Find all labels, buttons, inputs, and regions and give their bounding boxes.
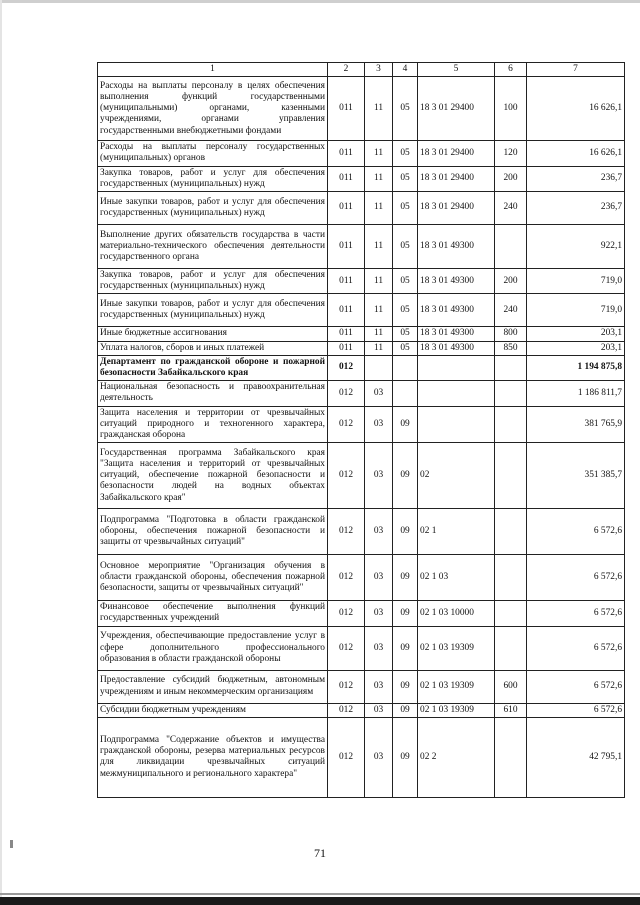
row-code-subsection: 05 [393,327,418,341]
row-code-subsection: 09 [393,601,418,626]
row-amount: 719,0 [527,269,625,294]
row-code-target: 18 3 01 49300 [418,269,495,294]
row-name: Иные закупки товаров, работ и услуг для обеспечения государственных (муниципальных) нужд [98,294,328,327]
row-code-expense-type [495,225,527,269]
table-row [98,443,625,509]
row-amount: 16 626,1 [527,77,625,141]
row-amount: 1 194 875,8 [527,355,625,380]
scan-left-edge [0,0,2,905]
row-code-subsection: 09 [393,443,418,509]
row-code-target: 18 3 01 29400 [418,77,495,141]
scan-top-edge [0,0,640,3]
row-name: Государственная программа Забайкальского края "Защита населения и территорий от чрезвычайных ситуаций, обеспечение пожарной безопасности и безопасности людей на водных объектах Забайкальского края" [98,443,328,509]
row-code-target: 02 [418,443,495,509]
table-row [98,406,625,443]
row-code-section: 03 [365,443,393,509]
row-code-target: 18 3 01 29400 [418,192,495,225]
row-name: Подпрограмма "Содержание объектов и имущества гражданской обороны, резерва материальных ресурсов для ликвидации чрезвычайных ситуаций межмуниципального и регионального характера" [98,717,328,797]
row-code-admin: 012 [328,601,365,626]
row-code-expense-type [495,717,527,797]
row-code-admin: 012 [328,509,365,555]
row-name: Иные закупки товаров, работ и услуг для обеспечения государственных (муниципальных) нужд [98,192,328,225]
scan-bottom-edge [0,897,640,905]
row-code-admin: 011 [328,166,365,191]
row-name: Расходы на выплаты персоналу в целях обеспечения выполнения функций государственными (муниципальными) органами, казенными учреждениями, органами управления государственными внебюджетными фондами [98,77,328,141]
row-code-subsection: 05 [393,225,418,269]
row-amount: 16 626,1 [527,141,625,166]
row-code-subsection: 05 [393,141,418,166]
row-name: Закупка товаров, работ и услуг для обеспечения государственных (муниципальных) нужд [98,269,328,294]
row-code-subsection: 05 [393,77,418,141]
row-code-expense-type: 610 [495,703,527,717]
table-header-row [98,63,625,77]
row-code-section: 03 [365,555,393,601]
scan-bottom-line [0,893,640,895]
row-amount: 236,7 [527,192,625,225]
header-col-5: 5 [418,63,495,77]
row-code-expense-type: 200 [495,166,527,191]
scan-mark [10,840,13,848]
row-code-subsection: 05 [393,166,418,191]
row-code-target: 02 1 03 19309 [418,626,495,670]
row-code-target [418,381,495,406]
table-row [98,141,625,166]
row-code-subsection: 09 [393,626,418,670]
budget-table [97,62,625,798]
table-row [98,77,625,141]
row-amount: 6 572,6 [527,626,625,670]
row-code-admin: 012 [328,555,365,601]
header-col-7: 7 [527,63,625,77]
row-code-target: 18 3 01 49300 [418,225,495,269]
row-code-expense-type: 800 [495,327,527,341]
row-code-subsection [393,355,418,380]
row-code-admin: 012 [328,703,365,717]
row-amount: 42 795,1 [527,717,625,797]
row-code-subsection: 05 [393,269,418,294]
row-amount: 6 572,6 [527,509,625,555]
row-amount: 1 186 811,7 [527,381,625,406]
row-code-expense-type: 240 [495,192,527,225]
row-code-admin: 012 [328,355,365,380]
row-code-expense-type [495,601,527,626]
row-code-section: 11 [365,341,393,355]
row-code-section: 11 [365,166,393,191]
row-name: Субсидии бюджетным учреждениям [98,703,328,717]
row-name: Основное мероприятие "Организация обучения в области гражданской обороны, обеспечения пожарной безопасности, защиты от чрезвычайных ситуаций" [98,555,328,601]
row-code-expense-type: 600 [495,670,527,703]
row-code-expense-type: 100 [495,77,527,141]
table-row [98,294,625,327]
row-code-target: 18 3 01 49300 [418,327,495,341]
table-row [98,381,625,406]
row-name: Выполнение других обязательств государства в части материально-технического обеспечения деятельности государственного органа [98,225,328,269]
table-row [98,225,625,269]
row-name: Подпрограмма "Подготовка в области гражданской обороны, обеспечения пожарной безопасности и защиты от чрезвычайных ситуаций" [98,509,328,555]
table-row [98,509,625,555]
row-code-section: 03 [365,406,393,443]
row-amount: 922,1 [527,225,625,269]
row-code-admin: 011 [328,141,365,166]
row-name: Предоставление субсидий бюджетным, автономным учреждениям и иным некоммерческим организациям [98,670,328,703]
row-code-expense-type: 120 [495,141,527,166]
row-code-section: 11 [365,225,393,269]
row-code-subsection: 09 [393,555,418,601]
table-row [98,670,625,703]
row-code-section: 03 [365,509,393,555]
row-code-admin: 011 [328,77,365,141]
row-name: Расходы на выплаты персоналу государственных (муниципальных) органов [98,141,328,166]
row-amount: 203,1 [527,327,625,341]
page-number: 71 [314,846,326,860]
row-code-expense-type [495,355,527,380]
row-code-expense-type [495,626,527,670]
row-amount: 6 572,6 [527,601,625,626]
row-code-admin: 011 [328,225,365,269]
row-code-section: 11 [365,269,393,294]
row-code-section: 11 [365,141,393,166]
table-row [98,166,625,191]
row-code-section [365,355,393,380]
row-amount: 6 572,6 [527,670,625,703]
row-code-subsection: 09 [393,717,418,797]
table-row [98,703,625,717]
row-code-section: 03 [365,670,393,703]
row-code-subsection: 05 [393,192,418,225]
row-code-subsection: 05 [393,341,418,355]
table-row [98,355,625,380]
row-code-expense-type: 200 [495,269,527,294]
row-code-section: 11 [365,192,393,225]
row-code-subsection: 09 [393,509,418,555]
table-row [98,327,625,341]
table-row [98,269,625,294]
row-code-section: 03 [365,626,393,670]
header-col-2: 2 [328,63,365,77]
row-code-target: 18 3 01 49300 [418,294,495,327]
table-row [98,192,625,225]
row-name: Департамент по гражданской обороне и пожарной безопасности Забайкальского края [98,355,328,380]
row-code-subsection: 05 [393,294,418,327]
row-code-section: 03 [365,717,393,797]
row-name: Национальная безопасность и правоохранительная деятельность [98,381,328,406]
header-col-1: 1 [98,63,328,77]
row-code-target: 02 1 03 [418,555,495,601]
row-code-admin: 011 [328,192,365,225]
row-name: Закупка товаров, работ и услуг для обеспечения государственных (муниципальных) нужд [98,166,328,191]
row-code-section: 03 [365,601,393,626]
row-amount: 6 572,6 [527,703,625,717]
table-row [98,717,625,797]
header-col-3: 3 [365,63,393,77]
row-code-expense-type [495,381,527,406]
row-code-expense-type [495,509,527,555]
row-name: Учреждения, обеспечивающие предоставление услуг в сфере дополнительного профессионального образования в области гражданской обороны [98,626,328,670]
row-code-expense-type [495,443,527,509]
row-amount: 351 385,7 [527,443,625,509]
row-code-admin: 011 [328,341,365,355]
row-code-target: 02 1 03 19309 [418,670,495,703]
table-row [98,341,625,355]
row-code-expense-type: 240 [495,294,527,327]
row-name: Уплата налогов, сборов и иных платежей [98,341,328,355]
row-code-target [418,406,495,443]
header-col-6: 6 [495,63,527,77]
row-code-subsection: 09 [393,670,418,703]
row-code-subsection: 09 [393,406,418,443]
row-amount: 236,7 [527,166,625,191]
row-code-admin: 011 [328,327,365,341]
row-code-section: 11 [365,327,393,341]
row-code-section: 03 [365,703,393,717]
row-code-subsection [393,381,418,406]
row-code-target: 02 1 [418,509,495,555]
table-row [98,555,625,601]
table-row [98,601,625,626]
row-code-admin: 012 [328,443,365,509]
row-code-target [418,355,495,380]
row-amount: 719,0 [527,294,625,327]
table-row [98,626,625,670]
row-code-admin: 012 [328,626,365,670]
row-name: Финансовое обеспечение выполнения функций государственных учреждений [98,601,328,626]
row-code-target: 02 1 03 19309 [418,703,495,717]
row-code-section: 11 [365,294,393,327]
row-name: Защита населения и территории от чрезвычайных ситуаций природного и техногенного характера, гражданская оборона [98,406,328,443]
row-code-target: 02 1 03 10000 [418,601,495,626]
row-code-admin: 011 [328,269,365,294]
row-amount: 203,1 [527,341,625,355]
row-code-expense-type [495,406,527,443]
row-code-target: 18 3 01 49300 [418,341,495,355]
header-col-4: 4 [393,63,418,77]
row-amount: 6 572,6 [527,555,625,601]
row-code-admin: 012 [328,381,365,406]
row-amount: 381 765,9 [527,406,625,443]
row-code-target: 18 3 01 29400 [418,141,495,166]
row-code-admin: 012 [328,670,365,703]
row-name: Иные бюджетные ассигнования [98,327,328,341]
row-code-admin: 011 [328,294,365,327]
row-code-target: 18 3 01 29400 [418,166,495,191]
row-code-expense-type: 850 [495,341,527,355]
row-code-subsection: 09 [393,703,418,717]
row-code-admin: 012 [328,717,365,797]
row-code-admin: 012 [328,406,365,443]
row-code-section: 11 [365,77,393,141]
row-code-section: 03 [365,381,393,406]
row-code-target: 02 2 [418,717,495,797]
row-code-expense-type [495,555,527,601]
